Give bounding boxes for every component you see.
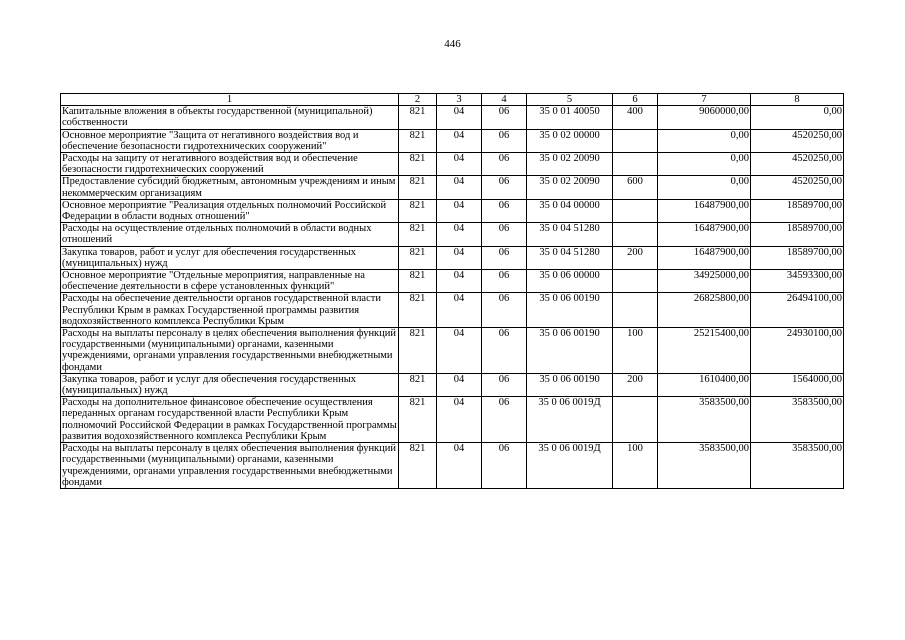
amount-year-2: 3583500,00 (751, 397, 844, 443)
column-header-8: 8 (751, 94, 844, 106)
table-row (61, 397, 844, 443)
table-row (61, 223, 844, 246)
ministry-code: 821 (399, 373, 437, 396)
amount-year-1: 3583500,00 (658, 443, 751, 489)
section-code: 04 (437, 443, 482, 489)
section-code: 04 (437, 223, 482, 246)
amount-year-2: 34593300,00 (751, 270, 844, 293)
amount-year-2: 18589700,00 (751, 223, 844, 246)
ministry-code: 821 (399, 270, 437, 293)
target-article-code: 35 0 06 00190 (527, 373, 613, 396)
section-code: 04 (437, 397, 482, 443)
expense-type-code (613, 397, 658, 443)
subsection-code: 06 (482, 397, 527, 443)
table-row (61, 328, 844, 374)
amount-year-2: 3583500,00 (751, 443, 844, 489)
amount-year-2: 24930100,00 (751, 328, 844, 374)
item-name: Расходы на защиту от негативного воздействия вод и обеспечение безопасности гидротехнических сооружений (61, 153, 399, 176)
item-name: Закупка товаров, работ и услуг для обеспечения государственных (муниципальных) нужд (61, 373, 399, 396)
ministry-code: 821 (399, 106, 437, 129)
item-name: Капитальные вложения в объекты государственной (муниципальной) собственности (61, 106, 399, 129)
target-article-code: 35 0 06 0019Д (527, 397, 613, 443)
subsection-code: 06 (482, 153, 527, 176)
item-name: Расходы на выплаты персоналу в целях обеспечения выполнения функций государственными (муниципальными) органами, казенными учреждениями, органами управления государственными внебюджетными фондами (61, 443, 399, 489)
subsection-code: 06 (482, 293, 527, 328)
amount-year-2: 18589700,00 (751, 246, 844, 269)
header-row (61, 94, 844, 106)
subsection-code: 06 (482, 223, 527, 246)
target-article-code: 35 0 02 20090 (527, 153, 613, 176)
expense-type-code: 200 (613, 373, 658, 396)
subsection-code: 06 (482, 106, 527, 129)
table-row (61, 129, 844, 152)
amount-year-1: 16487900,00 (658, 223, 751, 246)
expense-type-code (613, 223, 658, 246)
amount-year-1: 26825800,00 (658, 293, 751, 328)
amount-year-2: 1564000,00 (751, 373, 844, 396)
table-row (61, 270, 844, 293)
ministry-code: 821 (399, 176, 437, 199)
target-article-code: 35 0 01 40050 (527, 106, 613, 129)
section-code: 04 (437, 246, 482, 269)
ministry-code: 821 (399, 293, 437, 328)
amount-year-1: 25215400,00 (658, 328, 751, 374)
subsection-code: 06 (482, 246, 527, 269)
table-row (61, 176, 844, 199)
section-code: 04 (437, 328, 482, 374)
column-header-5: 5 (527, 94, 613, 106)
section-code: 04 (437, 129, 482, 152)
amount-year-1: 9060000,00 (658, 106, 751, 129)
expense-type-code: 400 (613, 106, 658, 129)
expense-type-code (613, 199, 658, 222)
target-article-code: 35 0 04 51280 (527, 223, 613, 246)
amount-year-1: 0,00 (658, 153, 751, 176)
section-code: 04 (437, 106, 482, 129)
expense-type-code (613, 270, 658, 293)
amount-year-1: 16487900,00 (658, 199, 751, 222)
item-name: Расходы на осуществление отдельных полномочий в области водных отношений (61, 223, 399, 246)
subsection-code: 06 (482, 328, 527, 374)
expense-type-code (613, 153, 658, 176)
subsection-code: 06 (482, 373, 527, 396)
page-number: 446 (444, 38, 461, 50)
amount-year-1: 3583500,00 (658, 397, 751, 443)
budget-table (60, 93, 844, 489)
table-row (61, 106, 844, 129)
expense-type-code: 200 (613, 246, 658, 269)
expense-type-code: 600 (613, 176, 658, 199)
item-name: Закупка товаров, работ и услуг для обеспечения государственных (муниципальных) нужд (61, 246, 399, 269)
expense-type-code: 100 (613, 443, 658, 489)
expense-type-code: 100 (613, 328, 658, 374)
section-code: 04 (437, 176, 482, 199)
table-row (61, 199, 844, 222)
amount-year-1: 16487900,00 (658, 246, 751, 269)
section-code: 04 (437, 199, 482, 222)
column-header-4: 4 (482, 94, 527, 106)
subsection-code: 06 (482, 129, 527, 152)
column-header-6: 6 (613, 94, 658, 106)
ministry-code: 821 (399, 397, 437, 443)
table-row (61, 293, 844, 328)
target-article-code: 35 0 02 00000 (527, 129, 613, 152)
ministry-code: 821 (399, 328, 437, 374)
ministry-code: 821 (399, 223, 437, 246)
expense-type-code (613, 293, 658, 328)
column-header-2: 2 (399, 94, 437, 106)
amount-year-1: 0,00 (658, 176, 751, 199)
target-article-code: 35 0 04 00000 (527, 199, 613, 222)
expense-type-code (613, 129, 658, 152)
table-body (61, 106, 844, 489)
item-name: Основное мероприятие "Отдельные мероприятия, направленные на обеспечение деятельности в сфере установленных функций" (61, 270, 399, 293)
subsection-code: 06 (482, 199, 527, 222)
amount-year-1: 0,00 (658, 129, 751, 152)
table-row (61, 246, 844, 269)
amount-year-2: 26494100,00 (751, 293, 844, 328)
target-article-code: 35 0 06 00190 (527, 293, 613, 328)
column-header-3: 3 (437, 94, 482, 106)
ministry-code: 821 (399, 443, 437, 489)
table-row (61, 443, 844, 489)
item-name: Расходы на обеспечение деятельности органов государственной власти Республики Крым в рамках Государственной программы развития водохозяйственного комплекса Республики Крым (61, 293, 399, 328)
column-header-7: 7 (658, 94, 751, 106)
target-article-code: 35 0 06 00000 (527, 270, 613, 293)
amount-year-1: 1610400,00 (658, 373, 751, 396)
amount-year-2: 0,00 (751, 106, 844, 129)
ministry-code: 821 (399, 153, 437, 176)
amount-year-2: 18589700,00 (751, 199, 844, 222)
section-code: 04 (437, 270, 482, 293)
ministry-code: 821 (399, 129, 437, 152)
target-article-code: 35 0 02 20090 (527, 176, 613, 199)
item-name: Расходы на дополнительное финансовое обеспечение осуществления переданных органам государственной власти Республики Крым полномочий Российской Федерации в рамках Государственной программы развития водохозяйственного комплекса Республики Крым (62, 397, 397, 442)
column-header-1: 1 (61, 94, 399, 106)
subsection-code: 06 (482, 176, 527, 199)
table-row (61, 373, 844, 396)
item-name: Основное мероприятие "Защита от негативного воздействия вод и обеспечение безопасности гидротехнических сооружений" (61, 129, 399, 152)
table-row (61, 153, 844, 176)
subsection-code: 06 (482, 443, 527, 489)
amount-year-2: 4520250,00 (751, 176, 844, 199)
section-code: 04 (437, 153, 482, 176)
section-code: 04 (437, 293, 482, 328)
subsection-code: 06 (482, 270, 527, 293)
target-article-code: 35 0 06 00190 (527, 328, 613, 374)
target-article-code: 35 0 06 0019Д (527, 443, 613, 489)
item-name: Расходы на выплаты персоналу в целях обеспечения выполнения функций государственными (муниципальными) органами, казенными учреждениями, органами управления государственными внебюджетными фондами (61, 328, 399, 374)
section-code: 04 (437, 373, 482, 396)
ministry-code: 821 (399, 199, 437, 222)
amount-year-2: 4520250,00 (751, 153, 844, 176)
item-name: Предоставление субсидий бюджетным, автономным учреждениям и иным некоммерческим организациям (61, 176, 399, 199)
ministry-code: 821 (399, 246, 437, 269)
item-name: Основное мероприятие "Реализация отдельных полномочий Российской Федерации в области водных отношений" (61, 199, 399, 222)
target-article-code: 35 0 04 51280 (527, 246, 613, 269)
amount-year-2: 4520250,00 (751, 129, 844, 152)
amount-year-1: 34925000,00 (658, 270, 751, 293)
